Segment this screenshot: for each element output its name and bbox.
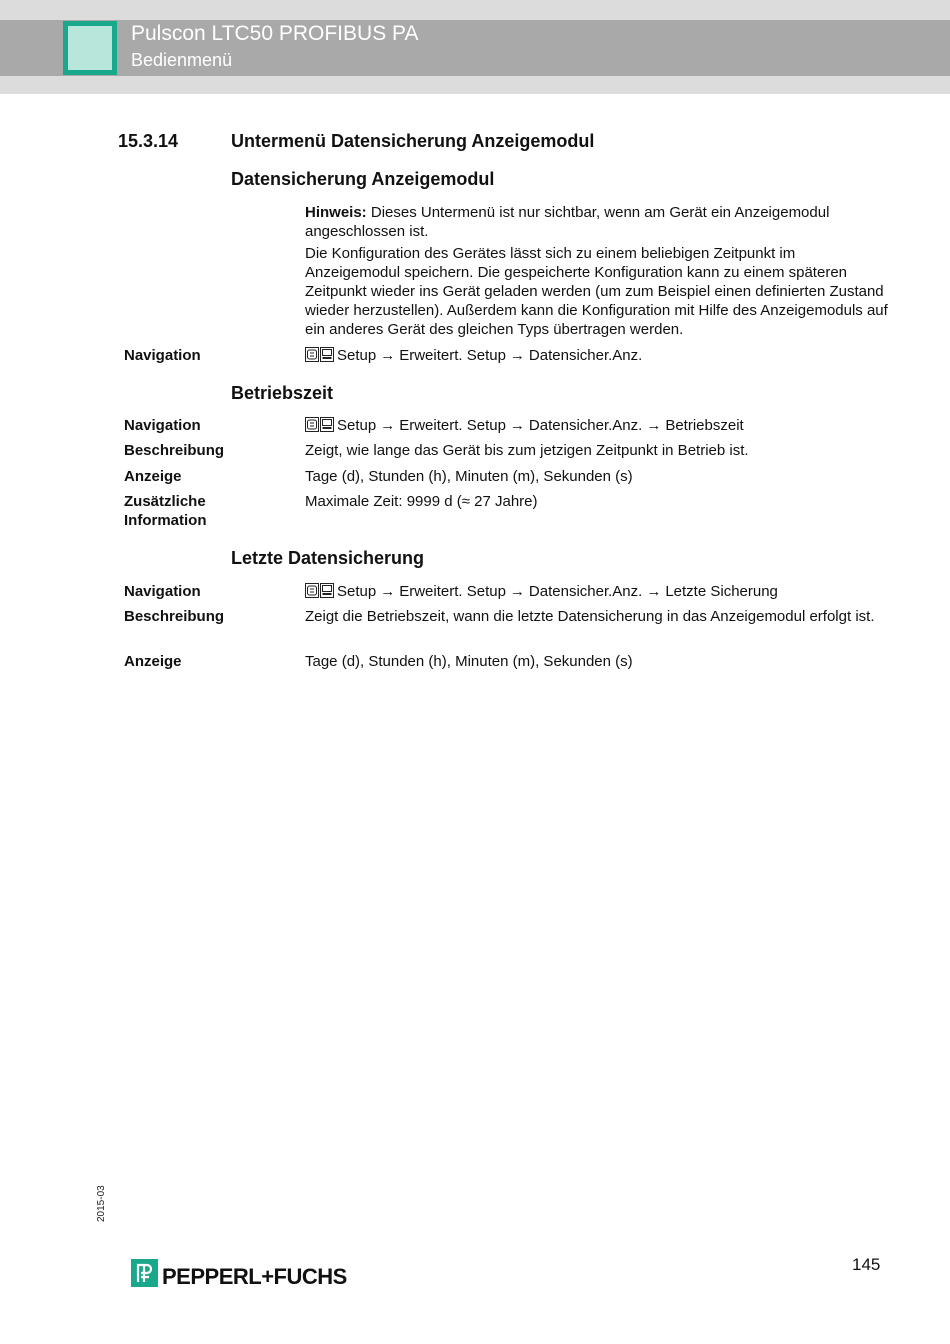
navigation-path bbox=[305, 346, 890, 367]
nav-arrow: → bbox=[509, 583, 525, 600]
header-bottom-strip bbox=[0, 76, 950, 94]
nav-step: Setup bbox=[337, 347, 377, 364]
display-text: Tage (d), Stunden (h), Minuten (m), Sekunden (s) bbox=[305, 468, 633, 485]
nav-step: Setup bbox=[337, 417, 377, 434]
additional-info-label bbox=[124, 492, 207, 530]
display-keypad-icon bbox=[305, 347, 334, 367]
navigation-path bbox=[305, 416, 890, 437]
document-title: Pulscon LTC50 PROFIBUS PA bbox=[131, 22, 419, 45]
section-title: Untermenü Datensicherung Anzeigemodul bbox=[231, 131, 595, 151]
nav-step: Datensicher.Anz. bbox=[528, 583, 643, 600]
brand-name: PEPPERL+FUCHS bbox=[162, 1264, 347, 1289]
description-text: Zeigt, wie lange das Gerät bis zum jetzigen Zeitpunkt in Betrieb ist. bbox=[305, 442, 749, 459]
display-keypad-icon bbox=[305, 583, 334, 603]
header-top-strip bbox=[0, 0, 950, 20]
nav-step: Datensicher.Anz. bbox=[528, 417, 643, 434]
document-subtitle: Bedienmenü bbox=[131, 50, 233, 70]
nav-arrow: → bbox=[646, 417, 662, 434]
navigation-label: Navigation bbox=[124, 417, 201, 434]
navigation-label: Navigation bbox=[124, 583, 201, 600]
heading-datensicherung: Datensicherung Anzeigemodul bbox=[231, 169, 495, 189]
page-number: 145 bbox=[852, 1255, 881, 1274]
heading-betriebszeit: Betriebszeit bbox=[231, 383, 334, 403]
section-number: 15.3.14 bbox=[118, 131, 179, 151]
description-label: Beschreibung bbox=[124, 608, 225, 625]
additional-info-text: Maximale Zeit: 9999 d (≈ 27 Jahre) bbox=[305, 493, 538, 510]
display-text: Tage (d), Stunden (h), Minuten (m), Sekunden (s) bbox=[305, 653, 633, 670]
display-label: Anzeige bbox=[124, 468, 182, 485]
nav-step: Datensicher.Anz. bbox=[528, 347, 643, 364]
display-keypad-icon bbox=[305, 417, 334, 437]
nav-arrow: → bbox=[380, 417, 396, 434]
nav-arrow: → bbox=[509, 417, 525, 434]
navigation-path bbox=[305, 582, 890, 603]
note-text: Dieses Untermenü ist nur sichtbar, wenn am Gerät ein Anzeigemodul angeschlossen ist. bbox=[305, 204, 830, 240]
edition-date: 2015-03 bbox=[96, 1185, 107, 1222]
additional-info-label-line1: Zusätzliche bbox=[124, 493, 206, 510]
nav-step: Betriebszeit bbox=[665, 417, 744, 434]
nav-step: Setup bbox=[337, 583, 377, 600]
nav-arrow: → bbox=[380, 583, 396, 600]
nav-arrow: → bbox=[509, 347, 525, 364]
description-text: Zeigt die Betriebszeit, wann die letzte Datensicherung in das Anzeigemodul erfolgt ist. bbox=[305, 608, 875, 625]
nav-arrow: → bbox=[646, 583, 662, 600]
nav-step: Letzte Sicherung bbox=[665, 583, 778, 600]
display-label: Anzeige bbox=[124, 653, 182, 670]
note-block bbox=[305, 203, 890, 342]
description-label: Beschreibung bbox=[124, 442, 225, 459]
navigation-label: Navigation bbox=[124, 347, 201, 364]
heading-letzte-datensicherung: Letzte Datensicherung bbox=[231, 548, 425, 568]
nav-step: Erweitert. Setup bbox=[399, 417, 506, 434]
nav-step: Erweitert. Setup bbox=[399, 583, 506, 600]
nav-step: Erweitert. Setup bbox=[399, 347, 506, 364]
header-logo-square bbox=[63, 21, 117, 75]
additional-info-label-line2: Information bbox=[124, 512, 207, 529]
pf-logo-icon bbox=[131, 1259, 158, 1287]
note-label: Hinweis: bbox=[305, 204, 367, 221]
intro-paragraph: Die Konfiguration des Gerätes lässt sich zu einem beliebigen Zeitpunkt im Anzeigemodul speichern. Die gespeicherte Konfiguration kann zu einem späteren Zeitpunkt wieder ins Gerät geladen werden (um zum Beispiel einen definierten Zustand wieder herzustellen). Außerdem kann die Konfiguration mit Hilfe des Anzeigemoduls auf ein anderes Gerät des gleichen Typs übertragen werden. bbox=[305, 245, 888, 338]
nav-arrow: → bbox=[380, 347, 396, 364]
